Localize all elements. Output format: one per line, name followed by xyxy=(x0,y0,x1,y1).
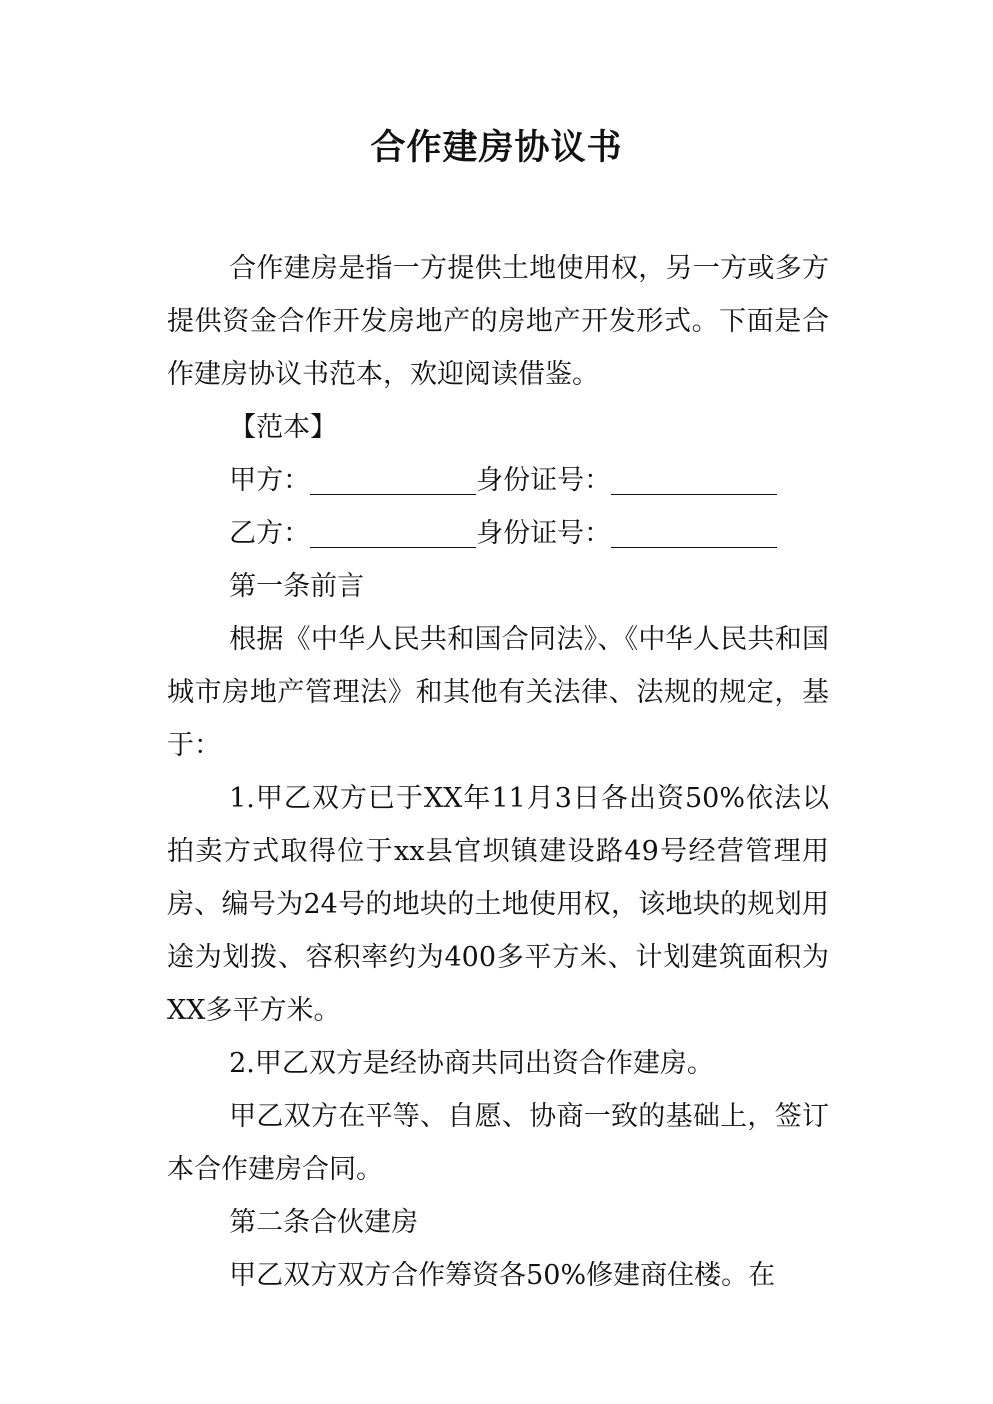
article-1-item-1: 1.甲乙双方已于XX年11月3日各出资50%依法以拍卖方式取得位于xx县官坝镇建设路49号经营管理用房、编号为24号的地块的土地使用权，该地块的规划用途为划拨、容积率约为400多平方米、计划建筑面积为XX多平方米。 xyxy=(167,783,829,1026)
article-2-heading: 第二条合伙建房 xyxy=(229,1207,419,1238)
party-a-label: 甲方： xyxy=(229,465,311,496)
article-1-item-2: 2.甲乙双方是经协商共同出资合作建房。 xyxy=(229,1048,714,1079)
article-1-heading: 第一条前言 xyxy=(229,571,365,602)
party-a-id-label: 身份证号： xyxy=(476,465,612,496)
party-a-id-blank xyxy=(611,466,777,495)
party-b-label: 乙方： xyxy=(229,518,311,549)
intro-paragraph: 合作建房是指一方提供土地使用权，另一方或多方提供资金合作开发房地产的房地产开发形式。下面是合作建房协议书范本，欢迎阅读借鉴。 xyxy=(167,253,829,390)
article-1-basis: 根据《中华人民共和国合同法》、《中华人民共和国城市房地产管理法》和其他有关法律、法规的规定，基于： xyxy=(167,624,829,761)
party-b-id-blank xyxy=(611,519,777,548)
template-tag: 【范本】 xyxy=(229,412,338,443)
agreement-paragraph: 甲乙双方在平等、自愿、协商一致的基础上，签订本合作建房合同。 xyxy=(167,1101,829,1185)
party-b-line xyxy=(167,507,829,560)
document-title: 合作建房协议书 xyxy=(370,128,623,168)
document-body xyxy=(167,242,829,1302)
party-a-name-blank xyxy=(310,466,476,495)
party-a-line xyxy=(167,454,829,507)
party-b-id-label: 身份证号： xyxy=(476,518,612,549)
article-2-text: 甲乙双方双方合作筹资各50%修建商住楼。在 xyxy=(229,1260,776,1291)
party-b-name-blank xyxy=(310,519,476,548)
